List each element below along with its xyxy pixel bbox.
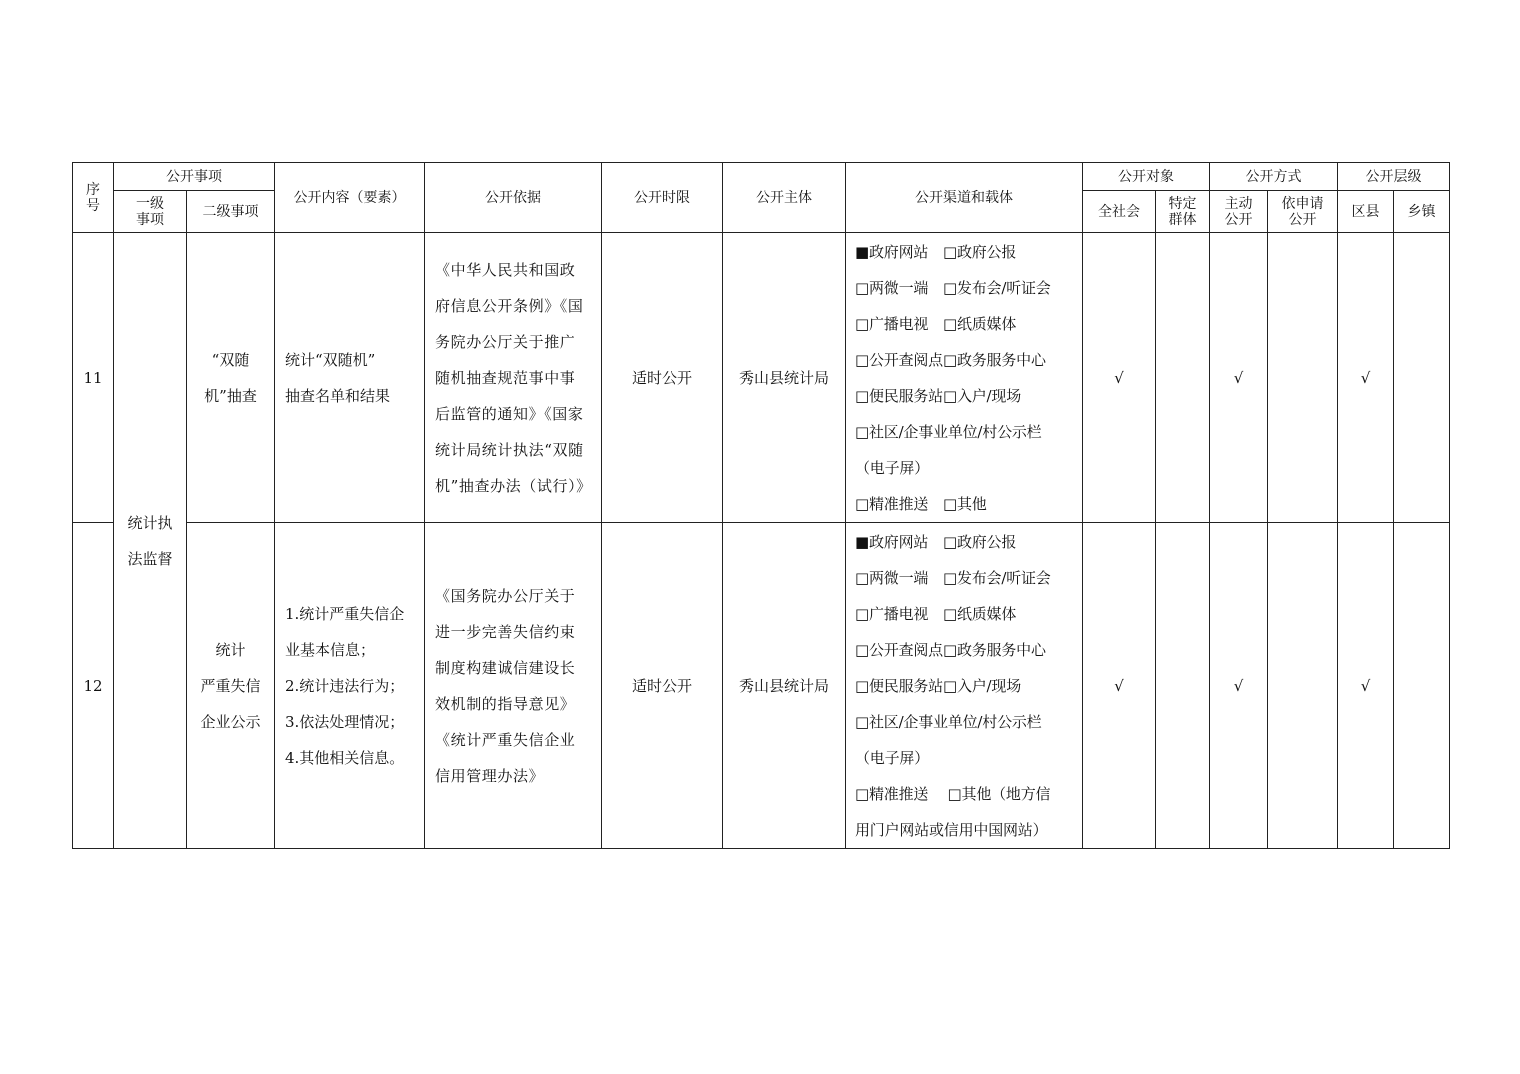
header-target-all: 全社会 bbox=[1083, 191, 1156, 233]
row-content: 统计“双随机” 抽查名单和结果 bbox=[275, 233, 425, 523]
row-mode-active: √ bbox=[1210, 233, 1268, 523]
header-basis: 公开依据 bbox=[425, 163, 602, 233]
header-level-group: 公开层级 bbox=[1338, 163, 1450, 191]
row-level2: 统计 严重失信 企业公示 bbox=[187, 523, 275, 849]
row-subject: 秀山县统计局 bbox=[723, 233, 846, 523]
disclosure-table bbox=[72, 162, 1450, 849]
row-target-specific bbox=[1156, 523, 1210, 849]
header-items-group: 公开事项 bbox=[114, 163, 275, 191]
row-channels: ■政府网站 □政府公报 □两微一端 □发布会/听证会 □广播电视 □纸质媒体 □公开查阅点□政务服务中心 □便民服务站□入户/现场 □社区/企事业单位/村公示栏 （电子屏） □精准推送 □其他 bbox=[846, 233, 1083, 523]
row-mode-apply bbox=[1268, 523, 1338, 849]
header-channel: 公开渠道和载体 bbox=[846, 163, 1083, 233]
header-subject: 公开主体 bbox=[723, 163, 846, 233]
header-mode-group: 公开方式 bbox=[1210, 163, 1338, 191]
header-seq: 序 号 bbox=[73, 163, 114, 233]
row-subject: 秀山县统计局 bbox=[723, 523, 846, 849]
row-target-specific bbox=[1156, 233, 1210, 523]
header-mode-apply: 依申请 公开 bbox=[1268, 191, 1338, 233]
row-level2: “双随 机”抽查 bbox=[187, 233, 275, 523]
row-seq: 12 bbox=[73, 523, 114, 849]
row-time-limit: 适时公开 bbox=[602, 233, 723, 523]
row-basis: 《国务院办公厅关于 进一步完善失信约束 制度构建诚信建设长 效机制的指导意见》 《统计严重失信企业 信用管理办法》 bbox=[425, 523, 602, 849]
header-level1: 一级 事项 bbox=[114, 191, 187, 233]
header-time-limit: 公开时限 bbox=[602, 163, 723, 233]
row-mode-apply bbox=[1268, 233, 1338, 523]
header-level2: 二级事项 bbox=[187, 191, 275, 233]
row-level-town bbox=[1394, 233, 1450, 523]
header-target-group: 公开对象 bbox=[1083, 163, 1210, 191]
row-level-county: √ bbox=[1338, 523, 1394, 849]
header-mode-active: 主动 公开 bbox=[1210, 191, 1268, 233]
row-mode-active: √ bbox=[1210, 523, 1268, 849]
header-level-county: 区县 bbox=[1338, 191, 1394, 233]
row-basis: 《中华人民共和国政 府信息公开条例》《国 务院办公厅关于推广 随机抽查规范事中事 后监管的通知》《国家 统计局统计执法“双随 机”抽查办法（试行）》 bbox=[425, 233, 602, 523]
table-row bbox=[73, 523, 1450, 849]
header-target-specific: 特定 群体 bbox=[1156, 191, 1210, 233]
header-content: 公开内容（要素） bbox=[275, 163, 425, 233]
row-level1: 统计执 法监督 bbox=[114, 233, 187, 849]
row-target-all: √ bbox=[1083, 233, 1156, 523]
header-level-town: 乡镇 bbox=[1394, 191, 1450, 233]
row-level-town bbox=[1394, 523, 1450, 849]
row-time-limit: 适时公开 bbox=[602, 523, 723, 849]
row-target-all: √ bbox=[1083, 523, 1156, 849]
row-level-county: √ bbox=[1338, 233, 1394, 523]
row-channels: ■政府网站 □政府公报 □两微一端 □发布会/听证会 □广播电视 □纸质媒体 □公开查阅点□政务服务中心 □便民服务站□入户/现场 □社区/企事业单位/村公示栏 （电子屏） □精准推送 □其他（地方信 用门户网站或信用中国网站） bbox=[846, 523, 1083, 849]
row-content: 1.统计严重失信企 业基本信息； 2.统计违法行为； 3.依法处理情况； 4.其他相关信息。 bbox=[275, 523, 425, 849]
table-header bbox=[73, 163, 1450, 233]
table-row bbox=[73, 233, 1450, 523]
row-seq: 11 bbox=[73, 233, 114, 523]
